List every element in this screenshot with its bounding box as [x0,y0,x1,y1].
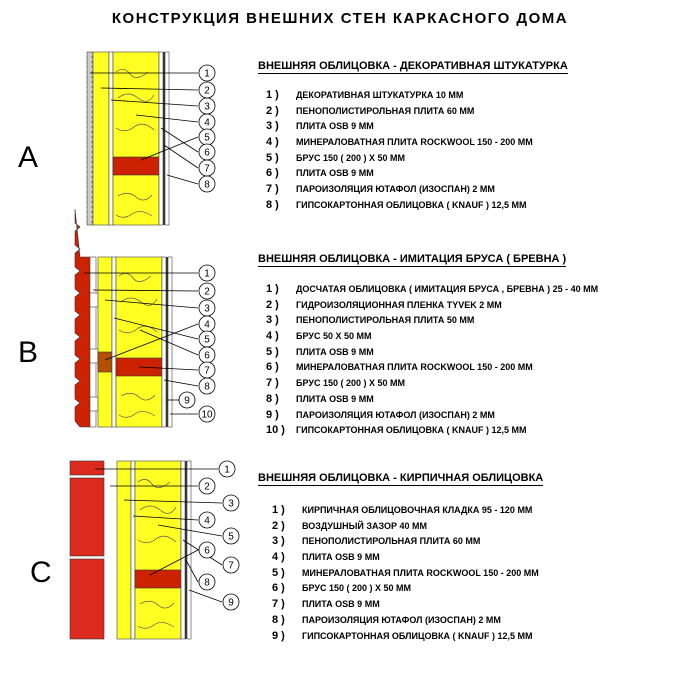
svg-text:7: 7 [204,365,210,377]
timber-stud [113,157,159,175]
section-b-heading: ВНЕШНЯЯ ОБЛИЦОВКА - ИМИТАЦИЯ БРУСА ( БРЕВНА ) [258,253,567,265]
svg-text:6: 6 [204,350,210,362]
section-b-drawing [18,209,215,427]
osb-outer-layer [112,257,116,427]
batten-block [90,397,98,411]
svg-text:2: 2 [204,286,210,298]
svg-text:8: 8 [204,577,210,589]
list-item: 8 ) ГИПСОКАРТОННАЯ ОБЛИЦОВКА ( KNAUF ) 12,5 ММ [266,198,527,211]
list-item: 1 ) ДЕКОРАТИВНАЯ ШТУКАТУРКА 10 ММ [266,89,464,101]
list-item: 4 ) ПЛИТА OSB 9 ММ [272,551,380,564]
svg-text:8: 8 [204,381,210,393]
list-item: 7 ) ПЛИТА OSB 9 ММ [272,598,380,611]
list-item: 3 ) ПЕНОПОЛИСТИРОЛЬНАЯ ПЛИТА 60 ММ [272,535,481,548]
list-item: 5 ) ПЛИТА OSB 9 ММ [266,345,374,358]
gypsum-board-layer [165,52,169,225]
section-c-label: C [30,556,52,589]
vapour-barrier-layer [163,52,165,225]
list-item: 4 ) БРУС 50 Х 50 ММ [266,330,372,343]
svg-text:4: 4 [204,515,210,527]
list-item: 1 ) КИРПИЧНАЯ ОБЛИЦОВОЧНАЯ КЛАДКА 95 - 120 ММ [272,504,533,516]
foam-layer [98,257,112,427]
svg-text:5: 5 [204,132,210,144]
list-item: 7 ) ПАРОИЗОЛЯЦИЯ ЮТАФОЛ (ИЗОСПАН) 2 ММ [266,183,495,196]
svg-text:9: 9 [228,597,234,609]
section-b-label: B [18,336,39,369]
svg-text:4: 4 [204,117,210,129]
list-item: 2 ) ВОЗДУШНЫЙ ЗАЗОР 40 ММ [272,519,428,532]
foam-layer [117,461,131,639]
svg-text:6: 6 [204,147,210,159]
section-a-heading: ВНЕШНЯЯ ОБЛИЦОВКА - ДЕКОРАТИВНАЯ ШТУКАТУРКА [258,60,568,72]
list-item: 1 ) ДОСЧАТАЯ ОБЛИЦОВКА ( ИМИТАЦИЯ БРУСА , БРЕВНА ) 25 - 40 ММ [266,283,599,295]
svg-text:1: 1 [224,464,230,476]
svg-text:3: 3 [204,303,210,315]
osb-outer-layer [109,52,113,225]
list-item: 9 ) ГИПСОКАРТОННАЯ ОБЛИЦОВКА ( KNAUF ) 12,5 ММ [272,629,533,642]
list-item: 8 ) ПАРОИЗОЛЯЦИЯ ЮТАФОЛ (ИЗОСПАН) 2 ММ [272,613,501,626]
osb-inner-layer [162,257,166,427]
svg-text:4: 4 [204,319,210,331]
board-cladding [75,209,90,427]
osb-inner-layer [181,461,185,639]
list-item: 6 ) ПЛИТА OSB 9 ММ [266,167,374,180]
brick-wall [70,559,104,639]
svg-text:5: 5 [228,531,234,543]
svg-text:10: 10 [201,409,213,421]
list-item: 9 ) ПАРОИЗОЛЯЦИЯ ЮТАФОЛ (ИЗОСПАН) 2 ММ [266,408,495,421]
list-item: 5 ) МИНЕРАЛОВАТНАЯ ПЛИТА ROCKWOOL 150 - 200 ММ [272,566,539,579]
list-item: 6 ) МИНЕРАЛОВАТНАЯ ПЛИТА ROCKWOOL 150 - 200 ММ [266,361,533,374]
callout-circles [179,265,215,422]
batten-block [90,293,98,307]
gypsum-board-layer [187,461,191,639]
section-c-legend [272,503,539,644]
brick-wall [70,478,104,556]
list-item: 4 ) МИНЕРАЛОВАТНАЯ ПЛИТА ROCKWOOL 150 - 200 ММ [266,136,533,149]
section-c-heading: ВНЕШНЯЯ ОБЛИЦОВКА - КИРПИЧНАЯ ОБЛИЦОВКА [258,472,544,484]
svg-text:3: 3 [204,101,210,113]
mineral-wool-layer [116,257,162,427]
section-a-legend [266,88,533,214]
vapour-barrier-layer [185,461,187,639]
svg-text:5: 5 [204,334,210,346]
svg-text:9: 9 [184,395,190,407]
section-c-drawing [30,461,239,639]
list-item: 2 ) ГИДРОИЗОЛЯЦИОННАЯ ПЛЕНКА TYVEK 2 ММ [266,298,502,311]
svg-text:2: 2 [204,481,210,493]
svg-text:2: 2 [204,85,210,97]
page-title: КОНСТРУКЦИЯ ВНЕШНИХ СТЕН КАРКАСНОГО ДОМА [111,10,569,27]
brick-top [70,461,104,475]
svg-text:1: 1 [204,268,210,280]
list-item: 7 ) БРУС 150 ( 200 ) Х 50 ММ [266,377,405,390]
svg-text:6: 6 [204,545,210,557]
list-item: 8 ) ПЛИТА OSB 9 ММ [266,392,374,405]
plaster-layer [87,52,93,225]
svg-text:7: 7 [228,560,234,572]
osb-outer-layer [131,461,135,639]
mineral-wool-layer [113,52,159,225]
svg-text:3: 3 [228,498,234,510]
svg-text:7: 7 [204,163,210,175]
svg-text:8: 8 [204,179,210,191]
section-b-legend [266,282,598,439]
timber-stud [135,570,181,588]
foam-layer [93,52,109,225]
osb-inner-layer [159,52,163,225]
list-item: 10 ) ГИПСОКАРТОННАЯ ОБЛИЦОВКА ( KNAUF ) 12,5 ММ [266,424,527,437]
list-item: 2 ) ПЕНОПОЛИСТИРОЛЬНАЯ ПЛИТА 60 ММ [266,104,475,117]
batten-block [90,349,98,363]
list-item: 3 ) ПЕНОПОЛИСТИРОЛЬНАЯ ПЛИТА 50 ММ [266,314,475,327]
list-item: 3 ) ПЛИТА OSB 9 ММ [266,120,374,133]
callout-circles [199,65,215,192]
list-item: 6 ) БРУС 150 ( 200 ) Х 50 ММ [272,582,411,595]
timber-50x50 [98,352,112,372]
section-a-drawing [18,52,215,225]
list-item: 5 ) БРУС 150 ( 200 ) Х 50 ММ [266,151,405,164]
svg-text:1: 1 [204,68,210,80]
section-a-label: A [18,141,39,174]
